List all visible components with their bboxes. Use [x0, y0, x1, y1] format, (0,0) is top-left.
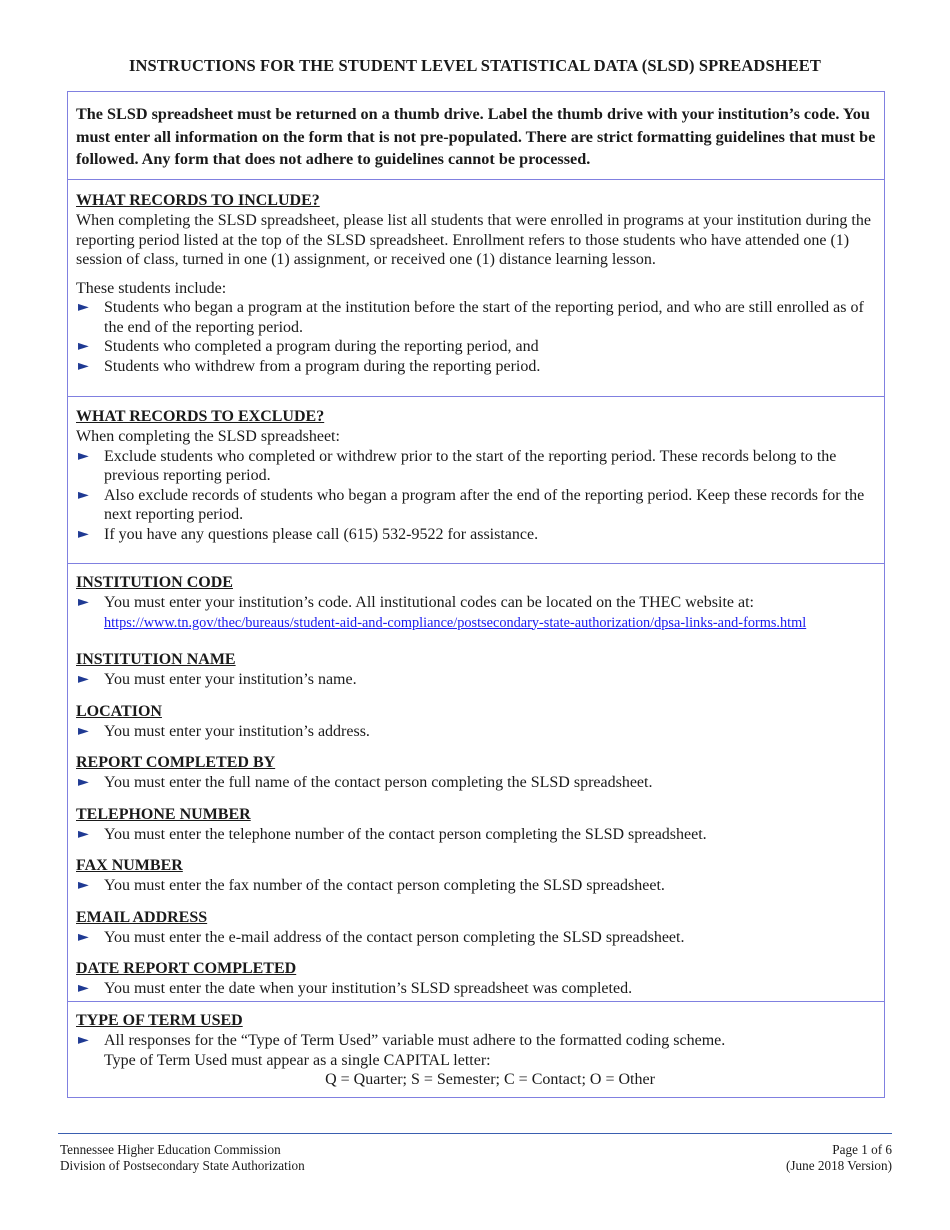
list-item: ► All responses for the “Type of Term Used” variable must adhere to the formatted coding scheme. [78, 1032, 726, 1049]
field-heading: INSTITUTION CODE [76, 574, 233, 591]
field-heading: DATE REPORT COMPLETED [76, 960, 297, 977]
fields-section [68, 564, 884, 1002]
list-item: ► You must enter the e-mail address of the contact person completing the SLSD spreadsheet. [78, 928, 685, 946]
triangle-bullet-icon: ► [78, 594, 89, 610]
triangle-bullet-icon: ► [78, 338, 89, 354]
triangle-bullet-icon: ► [78, 722, 89, 739]
footer-divider [58, 1133, 892, 1134]
exclude-section [68, 397, 884, 564]
term-instruction: Type of Term Used must appear as a single CAPITAL letter: [104, 1051, 491, 1069]
intro-text: The SLSD spreadsheet must be returned on a thumb drive. Label the thumb drive with your institution’s code. You must enter all information on the form that is not pre-populated. There are strict formatting guidelines that must be followed. Any form that does not adhere to guidelines cannot be processed. [76, 105, 876, 168]
page-number: Page 1 of 6 [832, 1142, 892, 1157]
field-date-report-completed [76, 959, 876, 999]
term-heading: TYPE OF TERM USED [76, 1012, 243, 1029]
field-institution-code [76, 573, 876, 633]
field-institution-name [76, 650, 876, 690]
triangle-bullet-icon: ► [78, 486, 89, 503]
field-heading: LOCATION [76, 702, 162, 720]
exclude-lead: When completing the SLSD spreadsheet: [76, 428, 340, 445]
include-heading: WHAT RECORDS TO INCLUDE? [76, 192, 320, 209]
term-section [68, 1002, 884, 1090]
footer-left [60, 1142, 305, 1174]
triangle-bullet-icon: ► [78, 357, 89, 374]
list-item: ► You must enter the full name of the contact person completing the SLSD spreadsheet. [78, 774, 653, 791]
instructions-frame [67, 91, 885, 1098]
field-heading: INSTITUTION NAME [76, 651, 236, 668]
include-section [68, 180, 884, 397]
triangle-bullet-icon: ► [78, 671, 89, 687]
triangle-bullet-icon: ► [78, 825, 89, 842]
term-list [76, 1031, 876, 1090]
field-heading: TELEPHONE NUMBER [76, 805, 251, 823]
include-lead: These students include: [76, 279, 227, 297]
field-heading: FAX NUMBER [76, 857, 183, 874]
triangle-bullet-icon: ► [78, 928, 89, 945]
footer-right [786, 1142, 892, 1174]
field-report-completed-by [76, 753, 876, 793]
triangle-bullet-icon: ► [78, 877, 89, 893]
list-item: ► You must enter the date when your institution’s SLSD spreadsheet was completed. [78, 980, 633, 997]
list-item: ► If you have any questions please call (615) 532-9522 for assistance. [78, 525, 539, 543]
exclude-heading: WHAT RECORDS TO EXCLUDE? [76, 408, 325, 425]
triangle-bullet-icon: ► [78, 299, 89, 315]
list-item: ► Exclude students who completed or withdrew prior to the start of the reporting period. These records belong to the previous reporting period. [78, 447, 837, 484]
include-list [76, 298, 876, 376]
triangle-bullet-icon: ► [78, 447, 89, 464]
list-item: ► You must enter your institution’s name. [78, 671, 357, 688]
field-email-address [76, 908, 876, 948]
list-item: ► Students who began a program at the institution before the start of the reporting period, and who are still enrolled as of the end of the reporting period. [78, 299, 864, 336]
triangle-bullet-icon: ► [78, 1032, 89, 1048]
field-location [76, 702, 876, 742]
list-item: ► Students who completed a program during the reporting period, and [78, 338, 539, 355]
thec-forms-link[interactable]: https://www.tn.gov/thec/bureaus/student-aid-and-compliance/postsecondary-state-authorization/dpsa-links-and-forms.html [104, 614, 807, 631]
triangle-bullet-icon: ► [78, 525, 89, 542]
list-item: ► Also exclude records of students who began a program after the end of the reporting period. Keep these records for the next reporting period. [78, 486, 865, 523]
triangle-bullet-icon: ► [78, 774, 89, 790]
list-item: ► You must enter the fax number of the contact person completing the SLSD spreadsheet. [78, 877, 665, 894]
field-heading: REPORT COMPLETED BY [76, 754, 276, 771]
footer-division: Division of Postsecondary State Authorization [60, 1158, 305, 1173]
intro-section [68, 92, 884, 180]
field-telephone-number [76, 805, 876, 845]
page-title: INSTRUCTIONS FOR THE STUDENT LEVEL STATISTICAL DATA (SLSD) SPREADSHEET [129, 56, 821, 75]
triangle-bullet-icon: ► [78, 980, 89, 996]
list-item: ► You must enter your institution’s address. [78, 722, 370, 740]
footer-org: Tennessee Higher Education Commission [60, 1142, 281, 1157]
term-codes: Q = Quarter; S = Semester; C = Contact; O = Other [325, 1071, 655, 1088]
version-label: (June 2018 Version) [786, 1158, 892, 1173]
include-paragraph: When completing the SLSD spreadsheet, please list all students that were enrolled in programs at your institution during the reporting period listed at the top of the SLSD spreadsheet. Enrollment refers to those students who have attended one (1) session of class, turned in one (1) assignment, or received one (1) distance learning lesson. [76, 212, 871, 268]
list-item: ► You must enter your institution’s code. All institutional codes can be located on the THEC website at: https://www.tn.gov/thec/bureaus/student-aid-and-compliance/postsecondary-state-authorization/dpsa-links-and-forms.html [76, 593, 876, 633]
list-item: ► Students who withdrew from a program during the reporting period. [78, 357, 541, 375]
field-heading: EMAIL ADDRESS [76, 908, 208, 926]
field-fax-number [76, 856, 876, 896]
exclude-list [76, 447, 876, 545]
list-item: ► You must enter the telephone number of the contact person completing the SLSD spreadsheet. [78, 825, 707, 843]
